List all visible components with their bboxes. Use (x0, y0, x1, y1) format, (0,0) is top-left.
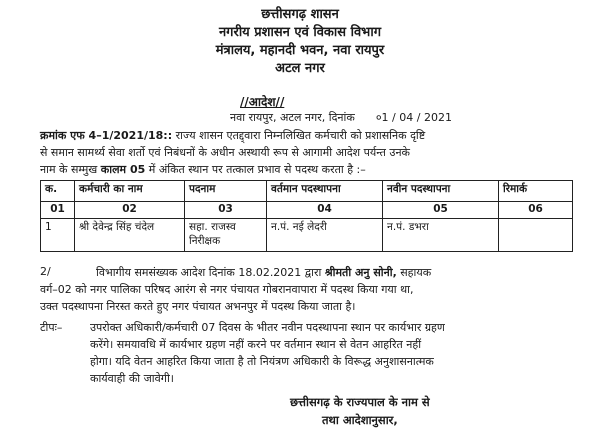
table-header-cell: कर्मचारी का नाम (75, 181, 185, 202)
note-line3: होगा। यदि वेतन आहरित किया जाता है तो नियंत्रण अधिकारी के विरूद्ध अनुशासनात्मक (90, 355, 434, 368)
table-header-cell: रिमार्क (499, 181, 573, 202)
table-header-cell: क. (41, 181, 75, 202)
note-line2: करेंगे। समयावधि में कार्यभार ग्रहण नहीं करने पर वर्तमान स्थान से वेतन आहरित नहीं (90, 338, 422, 351)
place-date (230, 110, 452, 125)
para2-line3: उक्त पदस्थापना निरस्त करते हुए नगर पंचायत अभनपुर में पदस्थ किया जाता है। (40, 300, 356, 313)
table-row (41, 219, 573, 252)
header-city: अटल नगर (275, 61, 325, 76)
header-government: छत्तीसगढ़ शासन (261, 7, 339, 22)
note-line1: उपरोक्त अधिकारी/कर्मचारी 07 दिवस के भीतर नवीन पदस्थापना स्थान पर कार्यभार ग्रहण (90, 321, 445, 334)
column-number: 05 (383, 202, 499, 219)
column-reference: कालम 05 (100, 163, 146, 176)
table-header-cell: नवीन पदस्थापना (383, 181, 499, 202)
order-para1-line3: नाम के सम्मुख कालम 05 में अंकित स्थान पर तत्काल प्रभाव से पदस्थ करता है :– (40, 163, 366, 176)
row-remark (499, 219, 573, 252)
date-day: ०1 (375, 111, 389, 124)
order-ref-number: क्रमांक एफ 4–1/2021/18:: (40, 129, 173, 142)
row-employee-name: श्री देवेन्द्र सिंह चंदेल (75, 219, 185, 252)
column-number: 02 (75, 202, 185, 219)
note-label: टीपः– (40, 321, 63, 334)
row-new-posting: न.पं. डभरा (383, 219, 499, 252)
note-line4: कार्यवाही की जावेगी। (90, 372, 174, 385)
order-title: //आदेश// (240, 95, 285, 109)
signature-line2: तथा आदेशानुसार, (322, 413, 398, 427)
header-department: नगरीय प्रशासन एवं विकास विभाग (218, 25, 382, 40)
order-para1-line1: क्रमांक एफ 4–1/2021/18:: राज्य शासन एतद्द्वारा निम्नलिखित कर्मचारी को प्रशासनिक दृष्टि (40, 129, 426, 142)
posting-table (40, 180, 573, 252)
table-column-number-row (41, 202, 573, 219)
date-month-year: / 04 / 2021 (392, 111, 452, 124)
para2-person-name: श्रीमती अनु सोनी, (324, 266, 397, 279)
para2-line2: वर्ग–02 को नगर पालिका परिषद आरंग से नगर पंचायत गोबरानवापारा में पदस्थ किया गया था, (40, 283, 414, 296)
para2-number: 2/ (40, 265, 51, 278)
place-date-label: नवा रायपुर, अटल नगर, दिनांक (230, 111, 355, 124)
table-header-cell: पदनाम (185, 181, 267, 202)
para2-line1: विभागीय समसंख्यक आदेश दिनांक 18.02.2021 द्वारा श्रीमती अनु सोनी, सहायक (96, 266, 432, 279)
column-number: 04 (267, 202, 383, 219)
row-designation: सहा. राजस्व निरीक्षक (185, 219, 267, 252)
signature-line1: छत्तीसगढ़ के राज्यपाल के नाम से (290, 395, 430, 409)
column-number: 01 (41, 202, 75, 219)
row-current-posting: न.पं. नई लेदरी (267, 219, 383, 252)
column-number: 03 (185, 202, 267, 219)
order-para1-line2: से समान सामर्थ्य सेवा शर्तो एवं निबंधनों के अधीन अस्थायी रूप से आगामी आदेश पर्यन्त उनके (40, 146, 411, 159)
row-serial: 1 (41, 219, 75, 252)
table-header-cell: वर्तमान पदस्थापना (267, 181, 383, 202)
column-number: 06 (499, 202, 573, 219)
table-header-row (41, 181, 573, 202)
header-address: मंत्रालय, महानदी भवन, नवा रायपुर (215, 43, 385, 58)
